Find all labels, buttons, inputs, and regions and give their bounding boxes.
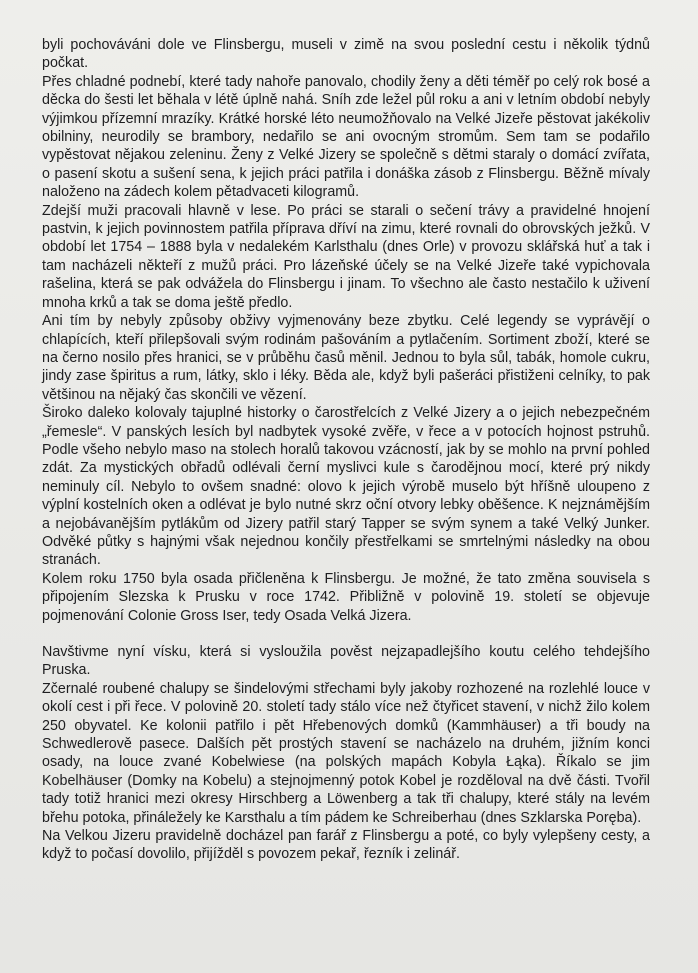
paragraph-smuggling: Ani tím by nebyly způsoby obživy vyjmenovány beze zbytku. Celé legendy se vyprávějí o chlapících, kteří přilepšovali svým rodinám pašováním a pytlačením. Sortiment zboží, které se na černo nosilo přes hranici, se v průběhu časů měnil. Jednou to byla sůl, tabák, homole cukru, jindy zase špiritus a rum, látky, sklo i léky. Běda ale, když byli pašeráci přistiženi celníky, to pak většinou na nějaký čas skončili ve vězení. — [42, 313, 650, 403]
paragraph-visitors: Na Velkou Jizeru pravidelně docházel pan farář z Flinsbergu a poté, co byly vylepšeny cesty, a když to počasí dovolilo, přijížděl s povozem pekař, řezník i zelinář. — [42, 828, 650, 863]
paragraph-burials: byli pochováváni dole ve Flinsbergu, museli v zimě na svou poslední cestu i několik týdnů počkat. — [42, 37, 650, 72]
section-gap — [42, 625, 650, 643]
paragraph-poachers: Široko daleko kolovaly tajuplné historky o čarostřelcích z Velké Jizery a o jejich nebezpečném „řemesle“. V panských lesích byl nadbytek vysoké zvěře, v řece a v potocích hojnost pstruhů. Podle všeho nebylo maso na stolech horalů takovou vzácností, jak by se mohlo na první pohled zdát. Za mystických obřadů odlévali černí myslivci kule s čarodějnou mocí, které prý nikdy neminuly cíl. Nebylo to ovšem snadné: olovo k jejich výrobě muselo být hříšně uloupeno z výplní kostelních oken a odlévat je bylo nutné skrz oční otvory lebky oběšence. K nejznámějším a nejobávanějším pytlákům od Jizery patřil starý Tapper se svým synem a také Velký Junker. Odvěké půtky s hajnými však nejednou končily přestřelkami se smrtelnými následky na obou stranách. — [42, 405, 650, 569]
paragraph-men-work: Zdejší muži pracovali hlavně v lese. Po práci se starali o sečení trávy a pravidelné hnojení pastvin, k jejich povinnostem patřila příprava dříví na zimu, které rovnali do obrovských ježků. V období let 1754 – 1888 byla v nedalekém Karlsthalu (dnes Orle) v provozu sklářská huť a tak i tam nacházeli někteří z mužů práci. Pro lázeňské účely se na Velké Jizeře také vypichovala rašelina, která se pak odvážela do Flinsbergu i jinam. To všechno ale často nestačilo k uživení mnoha krků a tak se doma ještě předlo. — [42, 202, 650, 311]
paragraph-visit-village: Navštivme nyní vísku, která si vysloužila pověst nejzapadlejšího koutu celého tehdejšího Pruska. — [42, 644, 650, 679]
paragraph-women-children: Přes chladné podnebí, které tady nahoře panovalo, chodily ženy a děti téměř po celý rok bosé a děcka do šesti let běhala v létě úplně nahá. Sníh zde ležel půl roku a ani v letním období nebyly výjimkou přízemní mrazíky. Krátké horské léto neumožňovalo na Velké Jizeře pěstovat jakékoliv obilniny, neurodily se brambory, nedařilo se ani ovocným stromům. Sem tam se podařilo vypěstovat nějakou zeleninu. Ženy z Velké Jizery se společně s dětmi staraly o domácí zvířata, o pasení skotu a sušení sena, k jejich práci patřila i donáška zásob z Flinsbergu. Běžně mívaly naloženo na zádech kolem pětadvaceti kilogramů. — [42, 73, 650, 201]
paragraph-history-1750: Kolem roku 1750 byla osada přičleněna k Flinsbergu. Je možné, že tato změna souvisela s připojením Slezska k Prusku v roce 1742. Přibližně v polovině 19. století se objevuje pojmenování Colonie Gross Iser, tedy Osada Velká Jizera. — [42, 570, 650, 624]
paragraph-cottages: Zčernalé roubené chalupy se šindelovými střechami byly jakoby rozhozené na rozlehlé louce v okolí cest i při řece. V polovině 20. století tady stálo více než čtyřicet stavení, v nichž žilo kolem 250 obyvatel. Ke kolonii patřilo i pět Hřebenových domků (Kammhäuser) a tři boudy na Schwedlerově pasece. Dalších pět prostých stavení se nacházelo na druhém, jižním konci osady, na louce zvané Kobelwiese (na polských mapách Kobyla Łąka). Říkalo se jim Kobelhäuser (Domky na Kobelu) a stejnojmenný potok Kobel je rozděloval na dvě části. Tvořil tady totiž hranici mezi okresy Hirschberg a Löwenberg a tak tři chalupy, které stály na levém břehu potoka, přináležely ke Karsthalu a tím pádem ke Schreiberhau (dnes Szklarska Poręba). — [42, 680, 650, 826]
